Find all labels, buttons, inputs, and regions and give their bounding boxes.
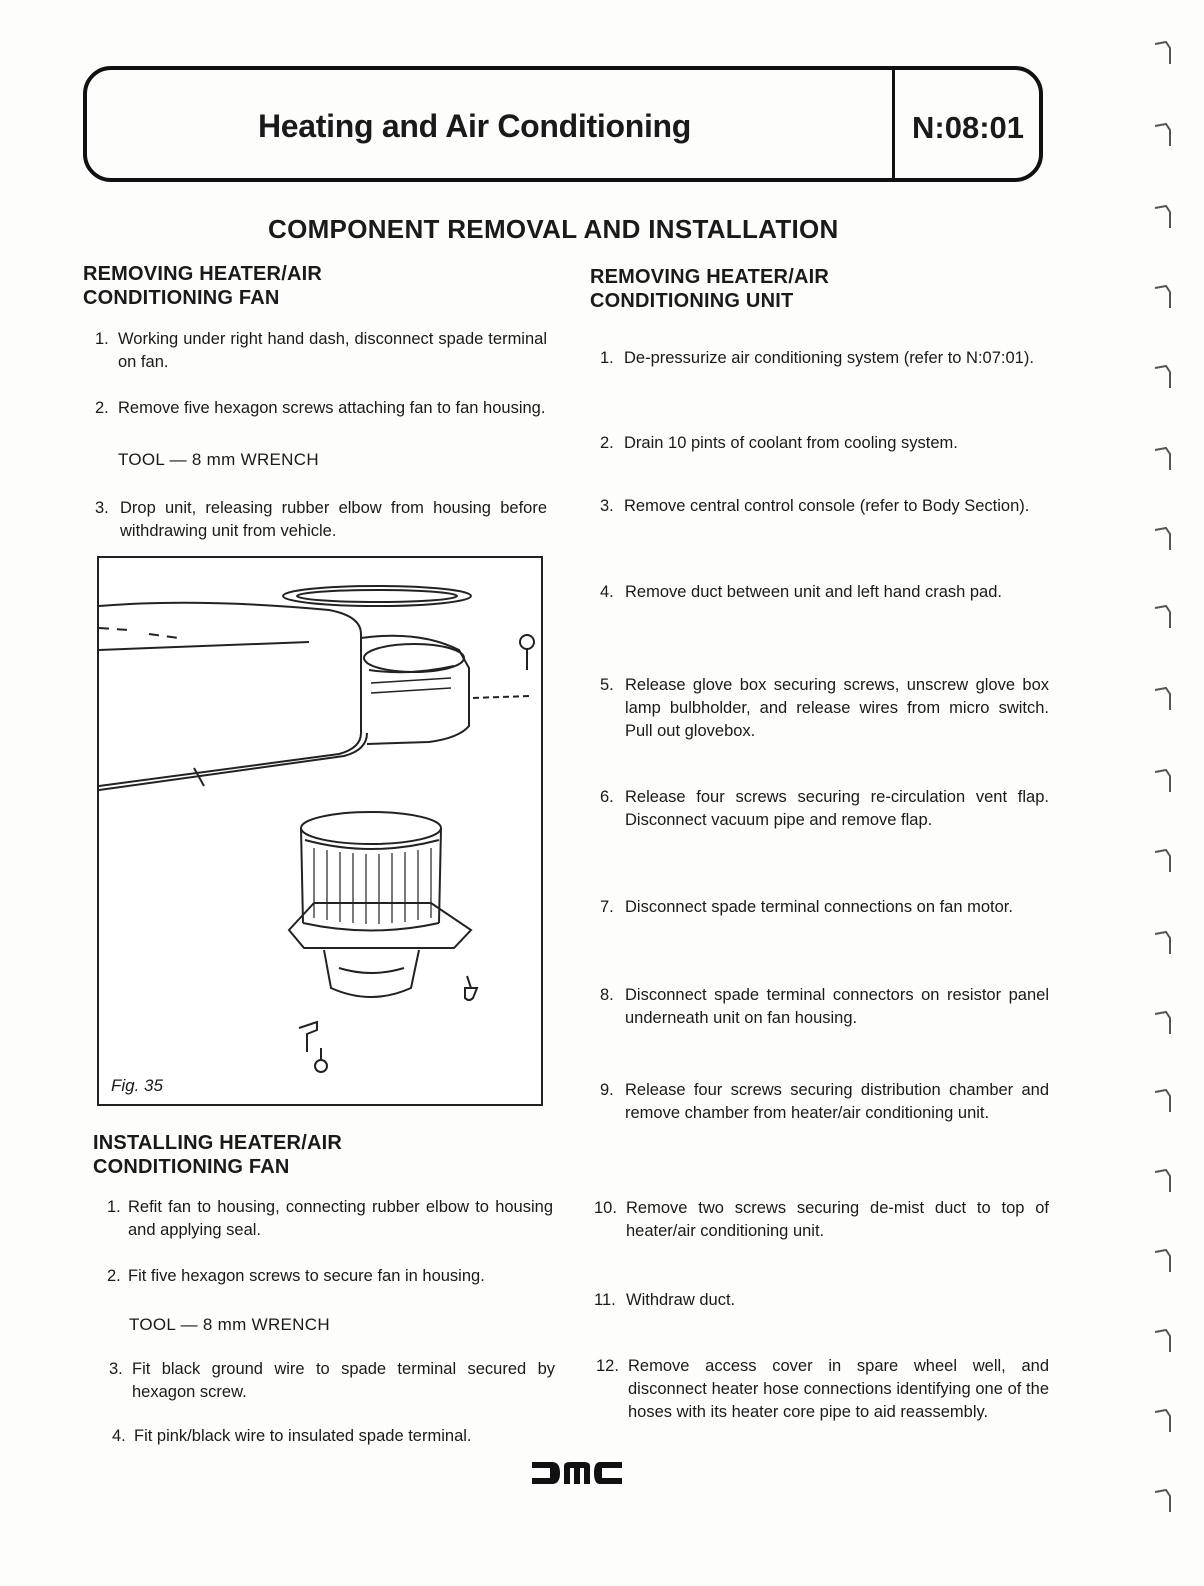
step-text: Fit black ground wire to spade terminal secured by hexagon screw. bbox=[132, 1360, 555, 1401]
step-text: Release four screws securing distribution chamber and remove chamber from heater/air conditioning unit. bbox=[625, 1081, 1049, 1122]
install-fan-tool: TOOL — 8 mm WRENCH bbox=[129, 1315, 330, 1334]
step-text: Remove duct between unit and left hand crash pad. bbox=[625, 583, 1002, 601]
page-title: Heating and Air Conditioning bbox=[258, 108, 692, 144]
step-text: Remove five hexagon screws attaching fan to fan housing. bbox=[118, 399, 546, 417]
fan-assembly-illustration bbox=[99, 558, 541, 1104]
step-number: 3. bbox=[95, 499, 109, 517]
step-number: 10. bbox=[594, 1199, 617, 1217]
step-text: Disconnect spade terminal connections on fan motor. bbox=[625, 898, 1013, 916]
step-text: Fit pink/black wire to insulated spade terminal. bbox=[134, 1427, 472, 1445]
step-text: Release four screws securing re-circulation vent flap. Disconnect vacuum pipe and remove flap. bbox=[625, 788, 1049, 829]
remove-unit-heading bbox=[590, 265, 829, 313]
step-text: Disconnect spade terminal connectors on resistor panel underneath unit on fan housing. bbox=[625, 986, 1049, 1027]
remove-fan-heading-line2: CONDITIONING FAN bbox=[83, 287, 280, 309]
step-number: 5. bbox=[600, 676, 614, 694]
step-number: 12. bbox=[596, 1357, 619, 1375]
step-number: 3. bbox=[600, 497, 614, 515]
step-text: Release glove box securing screws, unscrew glove box lamp bulbholder, and release wires from micro switch. Pull out glovebox. bbox=[625, 676, 1049, 740]
step-number: 4. bbox=[112, 1427, 126, 1445]
step-number: 3. bbox=[109, 1360, 123, 1378]
step-text: Remove access cover in spare wheel well, and disconnect heater hose connections identifying one of the hoses with its heater core pipe to aid reassembly. bbox=[628, 1357, 1049, 1421]
figure-label: Fig. 35 bbox=[111, 1076, 163, 1095]
install-fan-heading-line2: CONDITIONING FAN bbox=[93, 1156, 290, 1178]
step-text: Withdraw duct. bbox=[626, 1291, 736, 1309]
header-divider bbox=[892, 70, 895, 180]
step-number: 9. bbox=[600, 1081, 614, 1099]
install-fan-heading-line1: INSTALLING HEATER/AIR bbox=[93, 1132, 343, 1154]
step-text: De-pressurize air conditioning system (refer to N:07:01). bbox=[624, 349, 1034, 367]
step-number: 8. bbox=[600, 986, 614, 1004]
step-number: 1. bbox=[107, 1198, 121, 1216]
step-text: Drain 10 pints of coolant from cooling system. bbox=[624, 434, 958, 452]
remove-fan-heading-line1: REMOVING HEATER/AIR bbox=[83, 263, 322, 285]
step-number: 2. bbox=[95, 399, 109, 417]
binder-tab-marks bbox=[1150, 30, 1180, 1560]
main-heading: COMPONENT REMOVAL AND INSTALLATION bbox=[268, 214, 839, 244]
step-text: Working under right hand dash, disconnect spade terminal on fan. bbox=[118, 330, 547, 371]
remove-fan-tool: TOOL — 8 mm WRENCH bbox=[118, 450, 319, 469]
step-text: Refit fan to housing, connecting rubber elbow to housing and applying seal. bbox=[128, 1198, 553, 1239]
step-number: 2. bbox=[107, 1267, 121, 1285]
remove-fan-heading bbox=[83, 262, 322, 310]
step-text: Remove two screws securing de-mist duct to top of heater/air conditioning unit. bbox=[626, 1199, 1049, 1240]
section-code: N:08:01 bbox=[912, 110, 1024, 145]
remove-unit-heading-line2: CONDITIONING UNIT bbox=[590, 290, 794, 312]
step-number: 7. bbox=[600, 898, 614, 916]
figure-35 bbox=[97, 556, 543, 1106]
step-text: Remove central control console (refer to Body Section). bbox=[624, 497, 1030, 515]
step-number: 1. bbox=[600, 349, 614, 367]
remove-unit-heading-line1: REMOVING HEATER/AIR bbox=[590, 266, 829, 288]
step-text: Fit five hexagon screws to secure fan in housing. bbox=[128, 1267, 485, 1285]
step-number: 4. bbox=[600, 583, 614, 601]
step-number: 6. bbox=[600, 788, 614, 806]
step-number: 11. bbox=[594, 1291, 616, 1309]
step-number: 2. bbox=[600, 434, 614, 452]
dmc-logo bbox=[532, 1462, 622, 1484]
step-number: 1. bbox=[95, 330, 109, 348]
step-text: Drop unit, releasing rubber elbow from housing before withdrawing unit from vehicle. bbox=[120, 499, 547, 540]
install-fan-heading bbox=[93, 1131, 342, 1179]
